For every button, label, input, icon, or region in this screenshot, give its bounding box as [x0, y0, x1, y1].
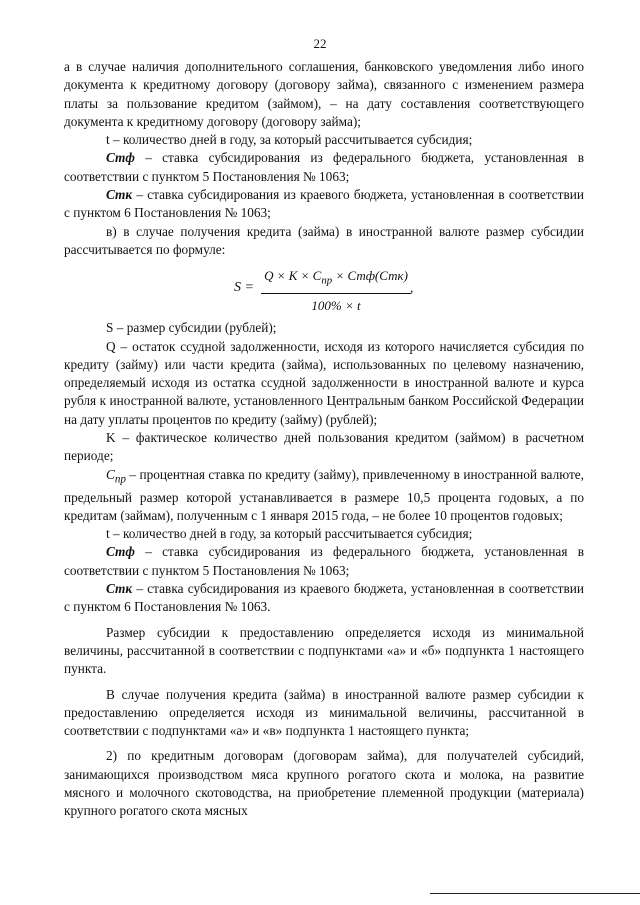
symbol-stk-2: Стк [106, 581, 133, 597]
paragraph-stk-definition-2 [64, 580, 584, 617]
paragraph-stf-definition-2 [64, 543, 584, 580]
formula-lhs: S = [234, 280, 254, 296]
symbol-cpr: C [106, 466, 115, 482]
stk-definition-text-2: – ставка субсидирования из краевого бюджета, установленная в соответствии с пунктом 6 Постановления № 1063. [64, 581, 584, 615]
formula-numerator-part-a: Q × K × C [264, 268, 322, 284]
symbol-stf: Стф [106, 150, 135, 166]
stk-definition-text: – ставка субсидирования из краевого бюджета, установленная в соответствии с пунктом 6 Постановления № 1063; [64, 187, 584, 221]
paragraph-t-definition-2: t – количество дней в году, за который рассчитывается субсидия; [106, 526, 473, 542]
formula-fraction [261, 267, 414, 315]
cpr-definition-text: – процентная ставка по кредиту (займу), привлеченному в иностранной валюте, предельный размер которой устанавливается в размере 10,5 процента годовых, а по кредитам (займам), полученным с 1 января 2015 года, – не более 10 процентов годовых; [64, 466, 584, 523]
symbol-stk: Стк [106, 187, 133, 203]
paragraph-foreign-currency-intro: в) в случае получения кредита (займа) в иностранной валюте размер субсидии рассчитывается по формуле: [64, 223, 584, 257]
paragraph-minimum-av: В случае получения кредита (займа) в иностранной валюте размер субсидии к предоставлению определяется исходя из минимальной величины, рассчитанной в соответствии с подпунктами «а» и «в» подпункта 1 настоящего пункта; [64, 686, 584, 739]
paragraph-q-definition: Q – остаток ссудной задолженности, исходя из которого начисляется субсидия по кредиту (займу) или части кредита (займа), использованных по целевому назначению, определяемый исходя из остатка ссудной задолженности в иностранной валюте и курса рубля к иностранной валюте, установленного Центральным банком Российской Федерации на дату уплаты процентов по кредиту (займу) (рублей); [64, 338, 584, 427]
paragraph-minimum-ab: Размер субсидии к предоставлению определяется исходя из минимальной величины, рассчитанной в соответствии с подпунктами «а» и «б» подпункта 1 настоящего пункта. [64, 624, 584, 677]
formula-numerator [261, 267, 411, 294]
paragraph-k-definition: K – фактическое количество дней пользования кредитом (займом) в расчетном периоде; [64, 430, 584, 464]
formula-comma: , [410, 280, 414, 296]
formula-denominator: 100% × t [311, 298, 361, 314]
paragraph-cpr-definition [64, 466, 584, 526]
paragraph-s-definition: S – размер субсидии (рублей); [106, 320, 277, 336]
paragraph-date-clause: а в случае наличия дополнительного соглашения, банковского уведомления либо иного документа к кредитному договору (договору займа), связанного с изменением размера платы за пользование кредитом (займом), – на дату составления соответствующего документа к кредитному договору (договору займа); [64, 59, 584, 129]
stf-definition-text: – ставка субсидирования из федерального бюджета, установленная в соответствии с пунктом 5 Постановления № 1063; [64, 150, 584, 184]
paragraph-stf-definition [64, 149, 584, 186]
paragraph-item-2: 2) по кредитным договорам (договорам займа), для получателей субсидий, занимающихся производством мяса крупного рогатого скота и молока, на развитие мясного и молочного скотоводства, на приобретение племенной продукции (материала) крупного рогатого скота мясных [64, 748, 584, 819]
document-body [64, 58, 584, 821]
stf-definition-text-2: – ставка субсидирования из федерального бюджета, установленная в соответствии с пунктом 5 Постановления № 1063; [64, 544, 584, 578]
paragraph-t-definition: t – количество дней в году, за который рассчитывается субсидия; [106, 132, 473, 148]
paragraph-stk-definition [64, 186, 584, 223]
symbol-cpr-subscript: пр [114, 473, 126, 486]
formula-numerator-subscript: пр [321, 274, 333, 287]
bottom-rule [430, 893, 640, 894]
subsidy-formula [64, 263, 584, 317]
formula-numerator-part-b: × Стф(Стк) [332, 268, 408, 284]
symbol-stf-2: Стф [106, 544, 135, 560]
page-number: 22 [313, 36, 327, 51]
